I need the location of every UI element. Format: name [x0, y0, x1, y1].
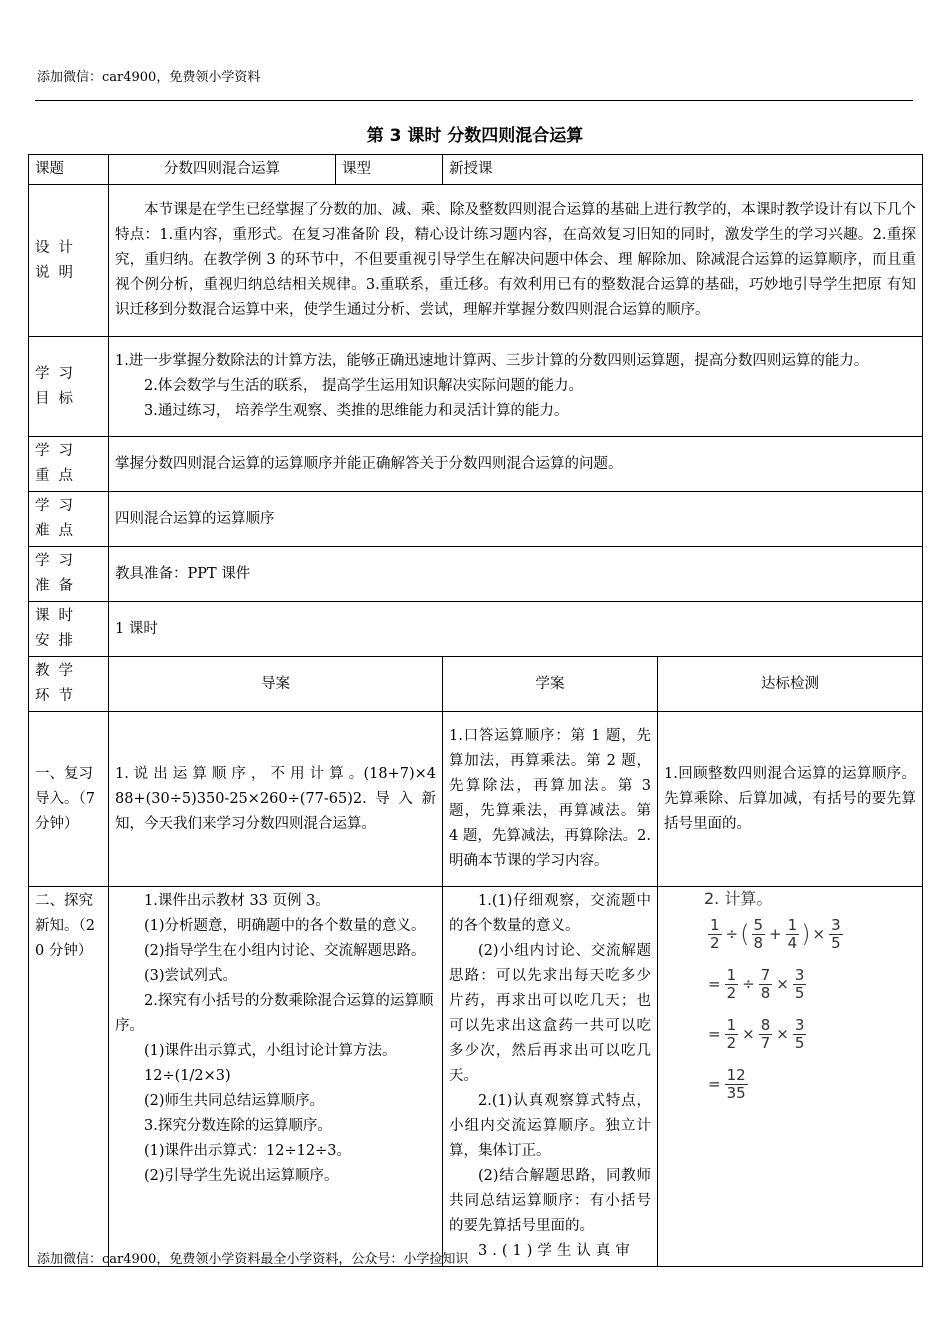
key-point-content: 掌握分数四则混合运算的运算顺序并能正确解答关于分数四则混合运算的问题。: [109, 437, 923, 492]
fraction: $\frac{3}{5}$: [794, 1015, 805, 1052]
study-line: (2)小组内讨论、交流解题思路：可以先求出每天吃多少片药，再求出可以吃几天；也可以先求出这盒药一共可以吃多少次，然后再求出可以吃几天。: [449, 943, 651, 1084]
schedule-label: 课时安排: [29, 602, 109, 657]
goal-1: 1.进一步掌握分数除法的计算方法，能够正确迅速地计算两、三步计算的分数四则运算题，提高分数四则运算的能力。: [115, 353, 869, 369]
teaching-header-row: [29, 657, 923, 712]
guide-line: 1.课件出示教材 33 页例 3。: [144, 893, 330, 909]
stage-header: 教学环节: [29, 657, 109, 712]
schedule-content: 1 课时: [109, 602, 923, 657]
fraction: $\frac{3}{5}$: [794, 965, 805, 1002]
type-value: 新授课: [443, 155, 923, 185]
difficulty-row: [29, 492, 923, 547]
fraction: $\frac{1}{2}$: [726, 965, 737, 1002]
key-point-row: [29, 437, 923, 492]
difficulty-content: 四则混合运算的运算顺序: [109, 492, 923, 547]
guide-line: (1)分析题意，明确题中的各个数量的意义。: [144, 918, 426, 934]
preparation-label: 学习准备: [29, 547, 109, 602]
goal-3: 3.通过练习， 培养学生观察、类推的思维能力和灵活计算的能力。: [144, 403, 569, 419]
guide-line: (2)师生共同总结运算顺序。: [144, 1093, 325, 1109]
info-row: [29, 155, 923, 185]
review-guide: 1. 说 出 运 算 顺 序 ， 不 用 计 算 。(18+7)×488+(30÷5)350-25×260÷(77-65)2.导入新知，今天我们来学习分数四则混合运算。: [109, 712, 443, 887]
study-line: 2.(1)认真观察算式特点，小组内交流运算顺序。独立计算，集体订正。: [449, 1093, 651, 1159]
topic-value: 分数四则混合运算: [109, 155, 336, 185]
goals-row: [29, 337, 923, 437]
difficulty-label: 学习难点: [29, 492, 109, 547]
fraction: $\frac{1}{2}$: [726, 1015, 737, 1052]
fraction: $\frac{7}{8}$: [760, 965, 771, 1002]
explore-study: [443, 887, 658, 1267]
study-line: (2)结合解题思路，同教师共同总结运算顺序：有小括号的要先算括号里面的。: [449, 1168, 651, 1234]
design-content: 本节课是在学生已经掌握了分数的加、减、乘、除及整数四则混合运算的基础上进行教学的，本课时教学设计有以下几个特点：1.重内容，重形式。在复习准备阶 段，精心设计练习题内容，在高效复习旧知的同时，激发学生的学习兴趣。2.重探究，重归纳。在教学例 3 的环节中，不但要重视引导学生在解决问题中体会、理 解除加、除减混合运算的运算顺序，而且重视个例分析，重视归纳总结相关规律。3.重联系，重迁移。有效利用已有的整数混合运算的基础，巧妙地引导学生把原 有知识迁移到分数混合运算中来，使学生通过分析、尝试，理解并掌握分数四则混合运算的顺序。: [109, 185, 923, 337]
schedule-row: [29, 602, 923, 657]
explore-row: [29, 887, 923, 1267]
preparation-row: [29, 547, 923, 602]
guide-line: (2)引导学生先说出运算顺序。: [144, 1168, 339, 1184]
preparation-content: 教具准备：PPT 课件: [109, 547, 923, 602]
explore-check: [658, 887, 923, 1267]
calc-steps: [664, 909, 916, 1109]
goal-2: 2.体会数学与生活的联系， 提高学生运用知识解决实际问题的能力。: [144, 378, 583, 394]
explore-guide: [109, 887, 443, 1267]
check-header: 达标检测: [658, 657, 923, 712]
guide-line: (1)课件出示算式，小组讨论计算方法。: [144, 1043, 397, 1059]
design-label: 设计说明: [29, 185, 109, 337]
review-study: 1.口答运算顺序：第 1 题，先算加法，再算乘法。第 2 题，先算除法，再算加法。第 3 题，先算乘法，再算减法。第 4 题，先算减法，再算除法。2.明确本节课的学习内容。: [443, 712, 658, 887]
fraction: $\frac{1}{2}$: [710, 915, 720, 952]
review-check: 1.回顾整数四则混合运算的运算顺序。先算乘除、后算加减，有括号的要先算括号里面的。: [658, 712, 923, 887]
review-stage: 一、复习导入。（7分钟）: [29, 712, 109, 887]
calc-line-1: $\frac{1}{2}$ ÷ ( $\frac{5}{8}$ + $\frac{1}{4}$ ) × $\frac{3}{5}$: [710, 915, 841, 952]
fraction: $\frac{5}{8}$: [753, 915, 764, 952]
guide-line: (2)指导学生在小组内讨论、交流解题思路。: [144, 943, 426, 959]
lesson-plan-table: [28, 154, 923, 1267]
calc-line-2: = $\frac{1}{2}$ ÷ $\frac{7}{8}$ × $\frac{3}{5}$: [708, 965, 805, 1002]
key-point-label: 学习重点: [29, 437, 109, 492]
fraction: $\frac{1}{4}$: [787, 915, 798, 952]
fraction: $\frac{8}{7}$: [760, 1015, 771, 1052]
review-row: [29, 712, 923, 887]
guide-header: 导案: [109, 657, 443, 712]
design-row: [29, 185, 923, 337]
goals-content: [109, 337, 923, 437]
guide-line: (1)课件出示算式：12÷12÷3。: [144, 1143, 351, 1159]
header-rule: [35, 100, 913, 101]
page-footer-text: 添加微信：car4900，免费领小学资料最全小学资料，公众号：小学捡知识: [37, 1252, 469, 1267]
guide-line: 2.探究有小括号的分数乘除混合运算的运算顺序。: [115, 993, 434, 1034]
document-title: 第 3 课时 分数四则混合运算: [366, 126, 584, 146]
fraction: $\frac{3}{5}$: [831, 915, 841, 952]
calc-heading: 2. 计算。: [704, 889, 773, 908]
explore-stage: 二、探究新知。（20 分钟）: [29, 887, 109, 1267]
guide-line: 12÷(1/2×3): [144, 1068, 231, 1084]
topic-label: 课题: [29, 155, 109, 185]
guide-line: 3.探究分数连除的运算顺序。: [144, 1118, 332, 1134]
page-header-text: 添加微信：car4900，免费领小学资料: [37, 70, 261, 85]
study-header: 学案: [443, 657, 658, 712]
goals-label: 学习目标: [29, 337, 109, 437]
study-line: 3.(1)学生认真审: [478, 1243, 635, 1259]
fraction: $\frac{12}{35}$: [726, 1065, 746, 1102]
calc-line-3: = $\frac{1}{2}$ × $\frac{8}{7}$ × $\frac{3}{5}$: [708, 1015, 805, 1052]
calc-line-4: = $\frac{12}{35}$: [708, 1065, 746, 1102]
type-label: 课型: [336, 155, 443, 185]
study-line: 1.(1)仔细观察，交流题中的各个数量的意义。: [449, 893, 651, 934]
guide-line: (3)尝试列式。: [144, 968, 238, 984]
